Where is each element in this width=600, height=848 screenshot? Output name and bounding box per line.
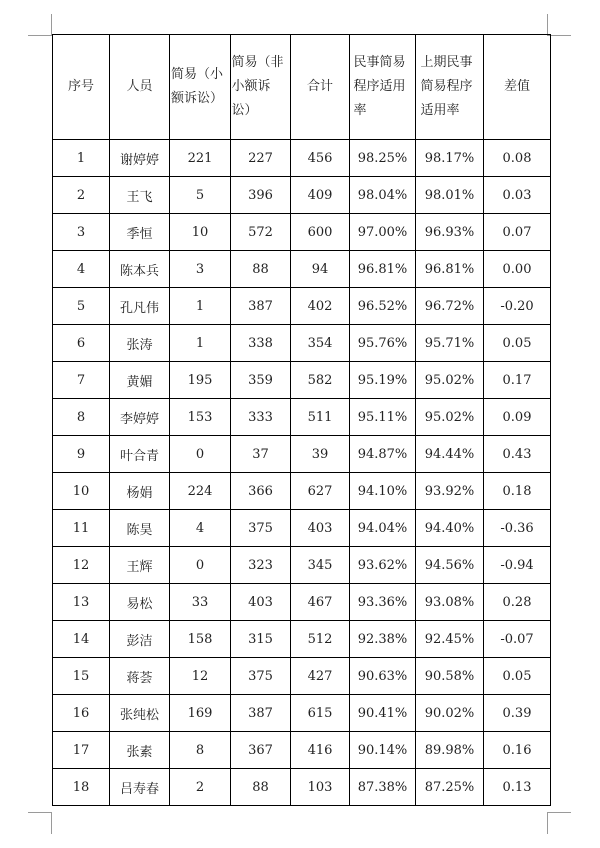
table-row	[53, 288, 551, 325]
cell-simple-small: 169	[170, 695, 231, 732]
cell-rate: 95.19%	[350, 362, 416, 399]
cell-simple-nonsmall: 37	[231, 436, 291, 473]
header-prev-rate: 上期民事简易程序适用率	[416, 35, 484, 140]
cell-rate: 94.87%	[350, 436, 416, 473]
cell-simple-small: 158	[170, 621, 231, 658]
cell-simple-small: 195	[170, 362, 231, 399]
crop-mark	[28, 812, 52, 813]
cell-index: 4	[53, 251, 110, 288]
cell-total: 345	[291, 547, 350, 584]
table-row	[53, 251, 551, 288]
cell-prev-rate: 98.17%	[416, 140, 484, 177]
cell-simple-small: 33	[170, 584, 231, 621]
cell-simple-small: 0	[170, 547, 231, 584]
cell-simple-nonsmall: 375	[231, 658, 291, 695]
cell-person: 陈本兵	[110, 251, 170, 288]
table-body	[53, 140, 551, 806]
crop-mark	[547, 812, 571, 813]
cell-prev-rate: 95.02%	[416, 362, 484, 399]
cell-prev-rate: 87.25%	[416, 769, 484, 806]
cell-prev-rate: 98.01%	[416, 177, 484, 214]
case-statistics-table	[52, 34, 551, 806]
cell-rate: 98.25%	[350, 140, 416, 177]
table-row	[53, 214, 551, 251]
cell-prev-rate: 94.44%	[416, 436, 484, 473]
cell-rate: 95.76%	[350, 325, 416, 362]
cell-prev-rate: 95.02%	[416, 399, 484, 436]
cell-index: 11	[53, 510, 110, 547]
cell-diff: 0.05	[484, 658, 551, 695]
cell-index: 5	[53, 288, 110, 325]
cell-simple-nonsmall: 572	[231, 214, 291, 251]
cell-total: 512	[291, 621, 350, 658]
cell-diff: 0.18	[484, 473, 551, 510]
cell-total: 456	[291, 140, 350, 177]
cell-prev-rate: 89.98%	[416, 732, 484, 769]
cell-simple-nonsmall: 333	[231, 399, 291, 436]
cell-prev-rate: 94.56%	[416, 547, 484, 584]
cell-diff: -0.20	[484, 288, 551, 325]
cell-total: 416	[291, 732, 350, 769]
cell-person: 王飞	[110, 177, 170, 214]
cell-diff: 0.16	[484, 732, 551, 769]
cell-simple-small: 10	[170, 214, 231, 251]
table-row	[53, 621, 551, 658]
cell-index: 9	[53, 436, 110, 473]
table-header-row	[53, 35, 551, 140]
cell-person: 陈昊	[110, 510, 170, 547]
cell-simple-nonsmall: 387	[231, 695, 291, 732]
cell-prev-rate: 90.02%	[416, 695, 484, 732]
cell-simple-nonsmall: 88	[231, 769, 291, 806]
cell-index: 17	[53, 732, 110, 769]
cell-prev-rate: 92.45%	[416, 621, 484, 658]
cell-rate: 96.81%	[350, 251, 416, 288]
cell-rate: 90.41%	[350, 695, 416, 732]
cell-diff: 0.43	[484, 436, 551, 473]
table-row	[53, 547, 551, 584]
cell-simple-nonsmall: 375	[231, 510, 291, 547]
cell-simple-small: 224	[170, 473, 231, 510]
cell-rate: 93.62%	[350, 547, 416, 584]
cell-rate: 92.38%	[350, 621, 416, 658]
cell-simple-small: 153	[170, 399, 231, 436]
cell-diff: 0.13	[484, 769, 551, 806]
cell-index: 2	[53, 177, 110, 214]
cell-total: 582	[291, 362, 350, 399]
cell-total: 103	[291, 769, 350, 806]
cell-total: 39	[291, 436, 350, 473]
cell-total: 627	[291, 473, 350, 510]
cell-simple-nonsmall: 315	[231, 621, 291, 658]
cell-prev-rate: 93.08%	[416, 584, 484, 621]
header-total: 合计	[291, 35, 350, 140]
cell-person: 易松	[110, 584, 170, 621]
cell-simple-small: 1	[170, 325, 231, 362]
cell-index: 7	[53, 362, 110, 399]
cell-total: 354	[291, 325, 350, 362]
cell-index: 3	[53, 214, 110, 251]
cell-rate: 94.10%	[350, 473, 416, 510]
cell-total: 467	[291, 584, 350, 621]
cell-index: 14	[53, 621, 110, 658]
table-row	[53, 325, 551, 362]
crop-mark	[547, 14, 548, 36]
cell-simple-nonsmall: 367	[231, 732, 291, 769]
table-row	[53, 732, 551, 769]
crop-mark	[51, 14, 52, 36]
cell-index: 6	[53, 325, 110, 362]
cell-person: 黄媚	[110, 362, 170, 399]
cell-rate: 95.11%	[350, 399, 416, 436]
table-row	[53, 769, 551, 806]
cell-simple-nonsmall: 366	[231, 473, 291, 510]
table-row	[53, 362, 551, 399]
cell-diff: 0.00	[484, 251, 551, 288]
cell-prev-rate: 96.72%	[416, 288, 484, 325]
cell-rate: 90.14%	[350, 732, 416, 769]
cell-person: 李婷婷	[110, 399, 170, 436]
table-row	[53, 584, 551, 621]
cell-total: 511	[291, 399, 350, 436]
table-row	[53, 436, 551, 473]
header-person: 人员	[110, 35, 170, 140]
table-row	[53, 510, 551, 547]
cell-person: 杨娟	[110, 473, 170, 510]
cell-total: 427	[291, 658, 350, 695]
cell-simple-nonsmall: 227	[231, 140, 291, 177]
cell-total: 409	[291, 177, 350, 214]
cell-diff: -0.94	[484, 547, 551, 584]
cell-simple-nonsmall: 403	[231, 584, 291, 621]
cell-index: 13	[53, 584, 110, 621]
cell-person: 孔凡伟	[110, 288, 170, 325]
table-row	[53, 399, 551, 436]
crop-mark	[547, 812, 548, 834]
table-row	[53, 658, 551, 695]
cell-rate: 97.00%	[350, 214, 416, 251]
cell-index: 1	[53, 140, 110, 177]
cell-person: 张涛	[110, 325, 170, 362]
cell-person: 叶合青	[110, 436, 170, 473]
cell-simple-nonsmall: 323	[231, 547, 291, 584]
cell-simple-nonsmall: 396	[231, 177, 291, 214]
crop-mark	[51, 812, 52, 834]
cell-index: 18	[53, 769, 110, 806]
cell-diff: 0.07	[484, 214, 551, 251]
cell-simple-small: 3	[170, 251, 231, 288]
cell-simple-nonsmall: 387	[231, 288, 291, 325]
cell-prev-rate: 96.81%	[416, 251, 484, 288]
cell-total: 615	[291, 695, 350, 732]
crop-mark	[28, 35, 52, 36]
cell-prev-rate: 96.93%	[416, 214, 484, 251]
cell-simple-small: 221	[170, 140, 231, 177]
cell-simple-small: 8	[170, 732, 231, 769]
cell-index: 16	[53, 695, 110, 732]
cell-simple-nonsmall: 88	[231, 251, 291, 288]
cell-total: 94	[291, 251, 350, 288]
cell-person: 季恒	[110, 214, 170, 251]
cell-prev-rate: 95.71%	[416, 325, 484, 362]
cell-prev-rate: 93.92%	[416, 473, 484, 510]
cell-diff: -0.07	[484, 621, 551, 658]
table-row	[53, 473, 551, 510]
cell-person: 彭洁	[110, 621, 170, 658]
cell-simple-small: 2	[170, 769, 231, 806]
cell-person: 张素	[110, 732, 170, 769]
cell-person: 谢婷婷	[110, 140, 170, 177]
cell-rate: 94.04%	[350, 510, 416, 547]
cell-rate: 96.52%	[350, 288, 416, 325]
header-simple-nonsmall: 简易（非小额诉讼）	[231, 35, 291, 140]
header-diff: 差值	[484, 35, 551, 140]
cell-rate: 93.36%	[350, 584, 416, 621]
cell-diff: 0.28	[484, 584, 551, 621]
cell-total: 600	[291, 214, 350, 251]
cell-diff: -0.36	[484, 510, 551, 547]
cell-index: 10	[53, 473, 110, 510]
cell-index: 15	[53, 658, 110, 695]
header-rate: 民事简易程序适用率	[350, 35, 416, 140]
cell-simple-nonsmall: 359	[231, 362, 291, 399]
cell-diff: 0.03	[484, 177, 551, 214]
header-simple-small: 简易（小额诉讼）	[170, 35, 231, 140]
cell-person: 蒋荟	[110, 658, 170, 695]
header-index: 序号	[53, 35, 110, 140]
cell-diff: 0.17	[484, 362, 551, 399]
cell-diff: 0.09	[484, 399, 551, 436]
cell-rate: 90.63%	[350, 658, 416, 695]
cell-index: 8	[53, 399, 110, 436]
cell-person: 吕寿春	[110, 769, 170, 806]
cell-diff: 0.05	[484, 325, 551, 362]
table-row	[53, 177, 551, 214]
cell-simple-small: 0	[170, 436, 231, 473]
cell-diff: 0.08	[484, 140, 551, 177]
cell-total: 403	[291, 510, 350, 547]
cell-simple-small: 1	[170, 288, 231, 325]
cell-person: 王辉	[110, 547, 170, 584]
table-row	[53, 140, 551, 177]
cell-total: 402	[291, 288, 350, 325]
cell-index: 12	[53, 547, 110, 584]
table-row	[53, 695, 551, 732]
cell-person: 张纯松	[110, 695, 170, 732]
cell-rate: 98.04%	[350, 177, 416, 214]
cell-simple-small: 4	[170, 510, 231, 547]
cell-simple-small: 5	[170, 177, 231, 214]
cell-prev-rate: 90.58%	[416, 658, 484, 695]
cell-rate: 87.38%	[350, 769, 416, 806]
cell-simple-small: 12	[170, 658, 231, 695]
cell-diff: 0.39	[484, 695, 551, 732]
cell-simple-nonsmall: 338	[231, 325, 291, 362]
cell-prev-rate: 94.40%	[416, 510, 484, 547]
